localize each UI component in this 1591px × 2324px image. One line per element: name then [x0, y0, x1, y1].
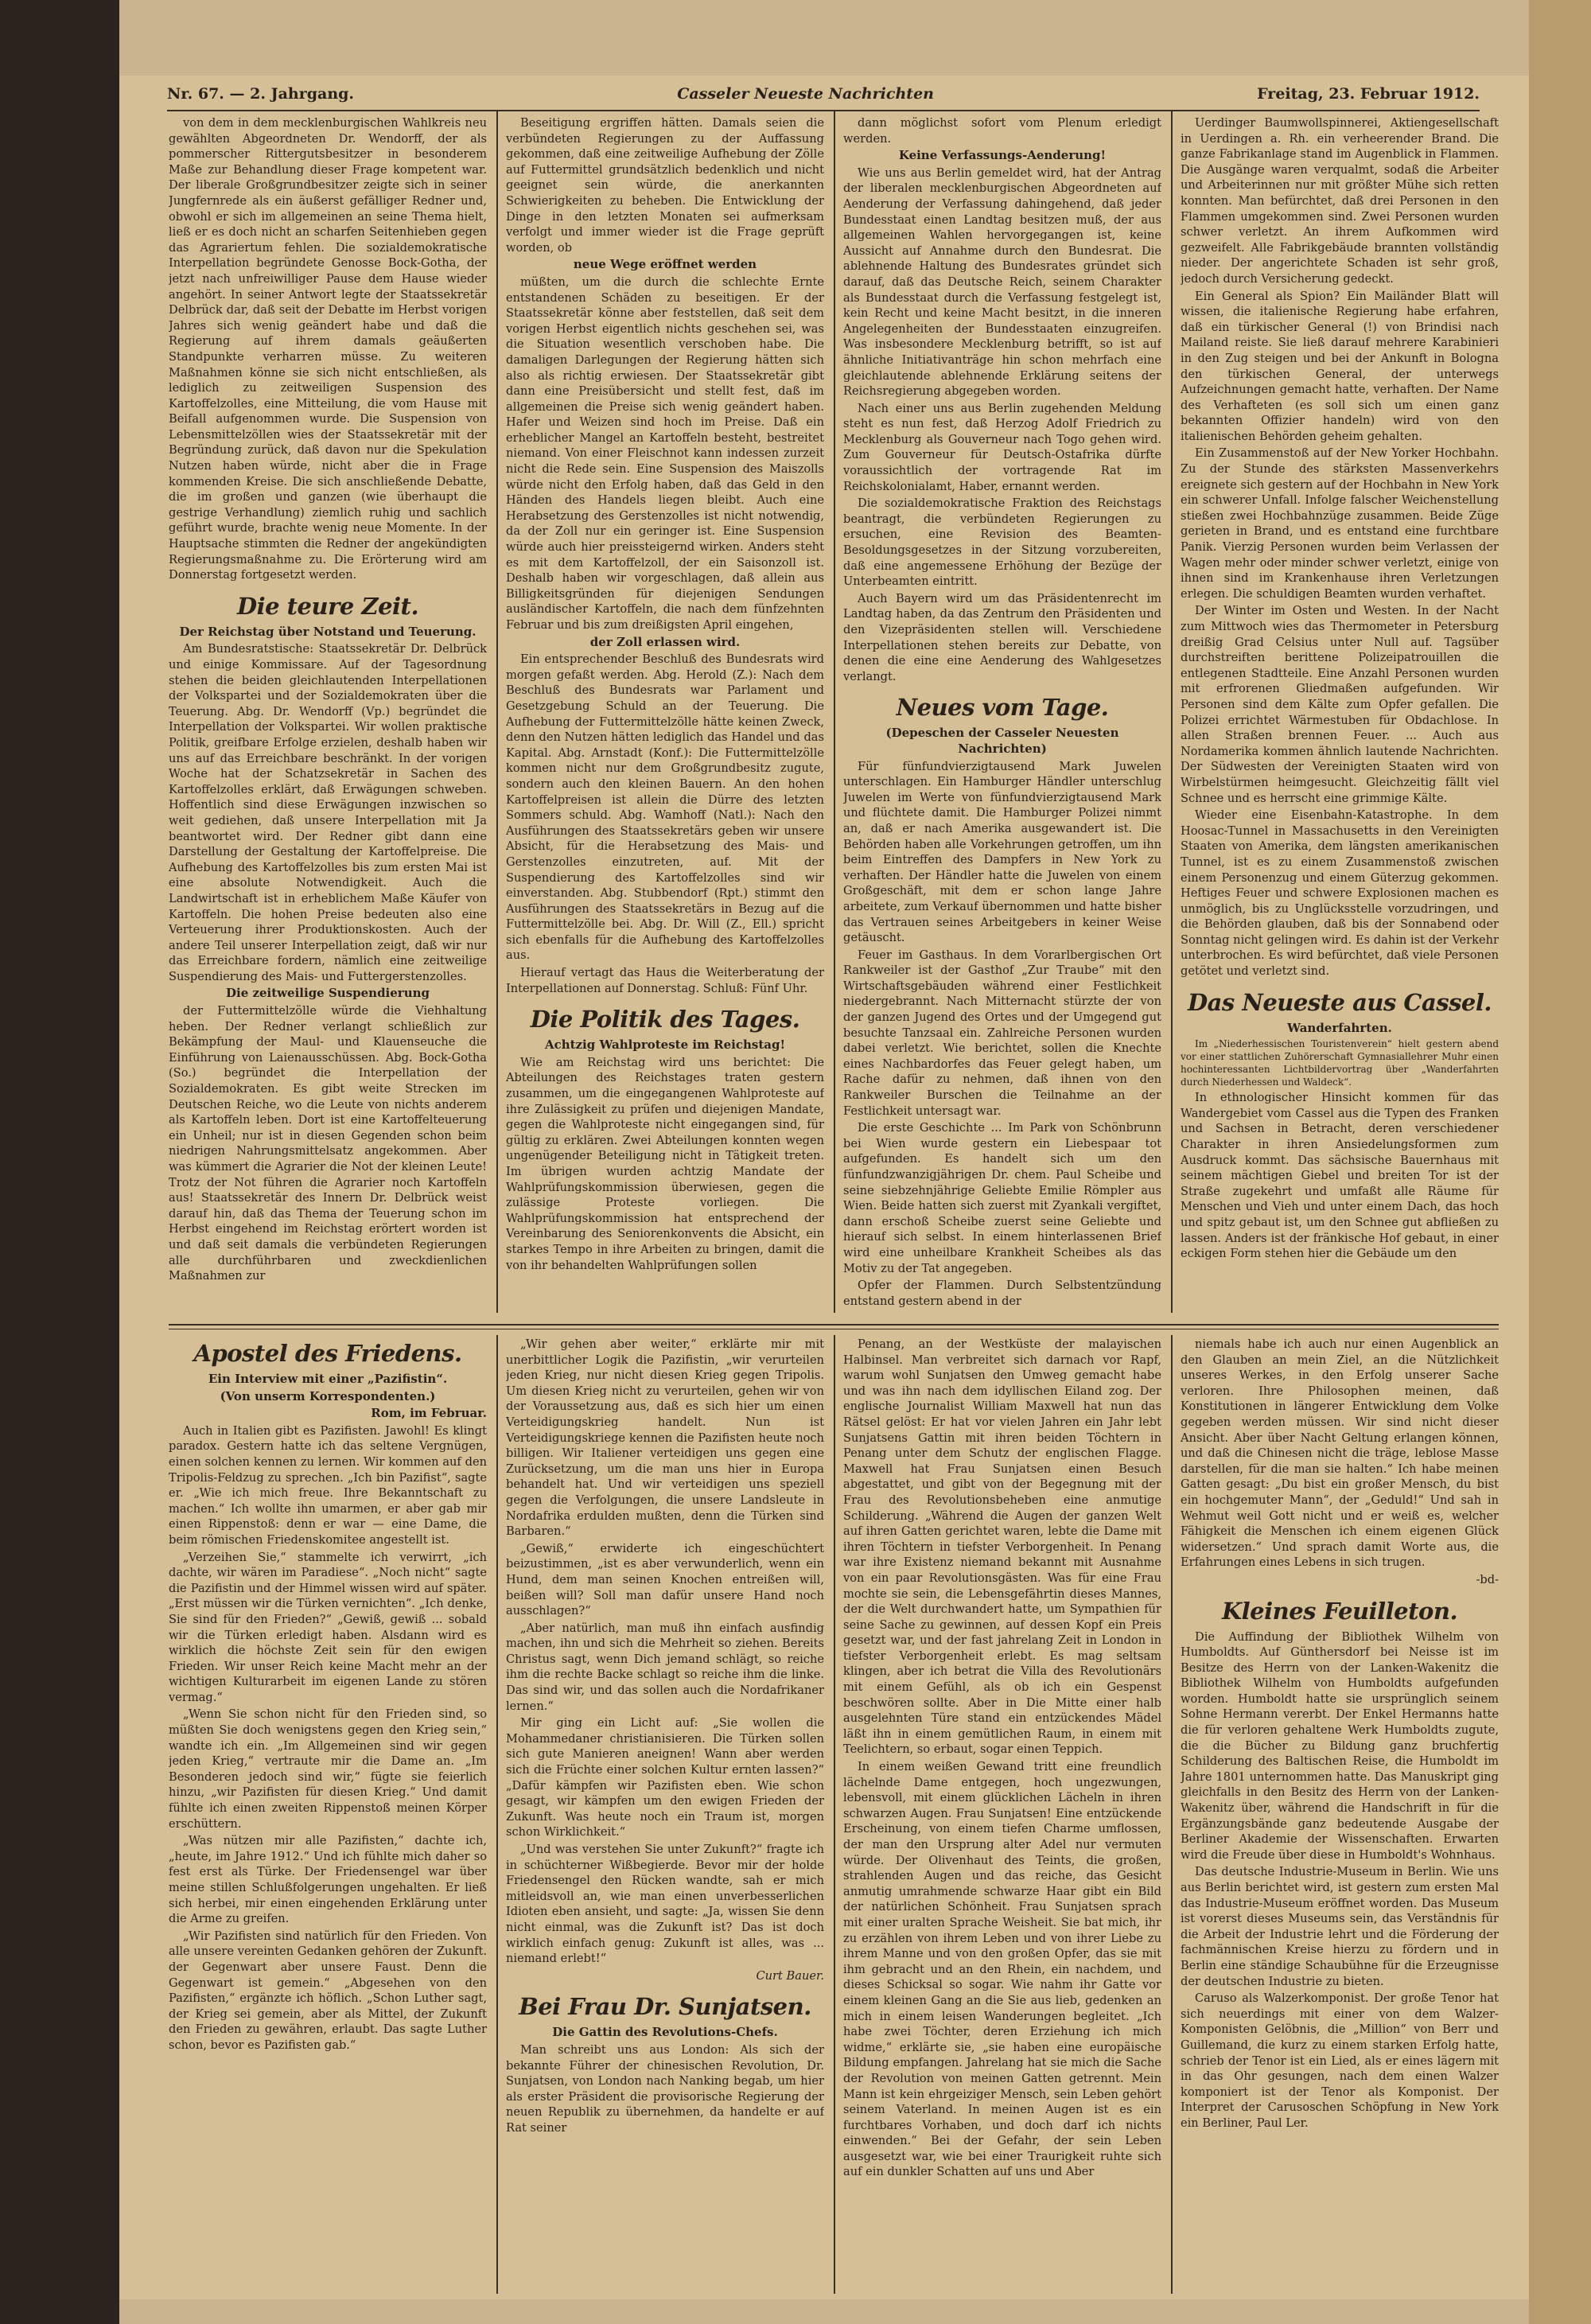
bottom-column-3 [843, 1337, 1161, 2295]
scan-right-edge [1529, 0, 1591, 2324]
column-4 [1181, 115, 1499, 1313]
subheading: neue Wege eröffnet werden [573, 257, 757, 272]
dateline: Rom, im Februar. [371, 1406, 487, 1421]
author-signature: Curt Bauer. [756, 1968, 824, 1983]
subheading: Der Reichstag über Notstand und Teuerung. [179, 624, 477, 639]
article-text: „Aber natürlich, man muß ihn einfach ausfindig machen, ihn und sich die Mehrheit so ziehen. Bereits Christus sagt, wenn Dich jemand schlägt, so reiche ihm die rechte Backe schlagt so reiche ihm die linke. Das sind wir, und das sollen auch die Nordafrikaner lernen.“ [506, 1621, 824, 1713]
article-text: „Verzeihen Sie,“ stammelte ich verwirrt, „ich dachte, wir wären im Paradiese“. „Noch nicht“ sagte die Pazifistin und der Himmel wissen wird auf später. „Erst müssen wir die Türken vernichten“. „Ich denke, Sie sind für den Frieden?“ „Gewiß, gewiß ... sobald wir die Türken erledigt haben. Alsdann wird es wirklich die höchste Zeit sein für den ewigen Frieden. Wir unser Reich keine Macht mehr an der wichtigen Kulturarbeit im eigenen Lande zu stören vermag.“ [169, 1550, 487, 1704]
bottom-column-4 [1181, 1337, 1499, 2295]
article-text: Ein Zusammenstoß auf der New Yorker Hochbahn. Zu der Stunde des stärksten Massenverkehrs ereignete sich gestern auf der Hochbahn in New York ein schwerer Unfall. Infolge falscher Weichenstellung stießen zwei Hochbahnzüge zusammen. Beide Züge gerieten in Brand, und es entstand eine furchtbare Panik. Vierzig Personen wurden beim Verlassen der Wagen mehr oder minder schwer verletzt, einige von ihnen sind im Krankenhause ihren Verletzungen erlegen. Die schuldigen Beamten wurden verhaftet. [1181, 446, 1499, 601]
subheading: Achtzig Wahlproteste im Reichstag! [544, 1037, 786, 1053]
article-text: „Gewiß,“ erwiderte ich eingeschüchtert beizustimmen, „ist es aber verwunderlich, wenn ein Hund, dem man seinen Knochen entreißen will, beißen will? Soll man dafür unsere Hand noch ausschlagen?“ [506, 1541, 824, 1618]
subheading: Keine Verfassungs-Aenderung! [898, 148, 1107, 163]
column-rule [496, 111, 498, 1313]
article-text: Hierauf vertagt das Haus die Weiterberatung der Interpellationen auf Donnerstag. Schluß: Fünf Uhr. [506, 966, 824, 995]
article-text: Opfer der Flammen. Durch Selbstentzündung entstand gestern abend in der [843, 1279, 1161, 1308]
article-text: „Wir Pazifisten sind natürlich für den Frieden. Von alle unsere vereinten Gedanken gehören der Zukunft. der Gegenwart aber unsere Faust. Denn die Gegenwart ist gemein.“ „Abgesehen von den Pazifisten,“ ergänzte ich höflich. „Schon Luther sagt, der Krieg sei gemein, aber als Mittel, der Zukunft den Frieden zu gewähren, erlaubt. Das sagte Luther schon, bevor es Pazifisten gab.“ [169, 1929, 487, 2052]
subheading: Ein Interview mit einer „Pazifistin“. [208, 1372, 448, 1386]
headline-apostel-des-friedens: Apostel des Friedens. [193, 1340, 462, 1367]
article-text: Für fünfundvierzigtausend Mark Juwelen unterschlagen. Ein Hamburger Händler unterschlug Juwelen im Werte von fünfundvierzigtausend Mark und flüchtete damit. Die Hamburger Polizei nimmt an, daß er nach Amerika ausgewandert ist. Die Behörden haben alle Vorkehrungen getroffen, um ihn beim Eintreffen des Dampfers in New York zu verhaften. Der Händler hatte die Juwelen von einem Großgeschäft, mit dem er schon lange Jahre arbeitete, zum Verkauf übernommen und hatte bisher das Vertrauen seines Arbeitgebers in keiner Weise getäuscht. [843, 759, 1161, 945]
article-text: Uerdinger Baumwollspinnerei, Aktiengesellschaft in Uerdingen a. Rh. ein verheerender Brand. Die ganze Fabrikanlage stand im Augenblick in Flammen. Die Ausgänge waren verqualmt, sodaß die Arbeiter und Arbeiterinnen nur mit größter Mühe sich retten konnten. Man befürchtet, daß drei Personen in den Flammen umgekommen sind. Zwei Personen wurden schwer verletzt. An ihrem Aufkommen wird gezweifelt. Alle Fabrikgebäude brannten vollständig nieder. Der angerichtete Schaden ist sehr groß, jedoch durch Versicherung gedeckt. [1181, 116, 1499, 286]
article-text: Mir ging ein Licht auf: „Sie wollen die Mohammedaner christianisieren. Die Türken sollen sich gute Manieren aneignen! Wann aber werden sich die Früchte einer solchen Kultur ernten lassen?“ „Dafür kämpfen wir Pazifisten eben. Wie schon gesagt, wir kämpfen um den ewigen Frieden der Zukunft. Was heute noch ein Traum ist, morgen schon Wirklichkeit.“ [506, 1716, 824, 1839]
column-rule [834, 1335, 835, 2294]
article-text: „Wenn Sie schon nicht für den Frieden sind, so müßten Sie doch wenigstens gegen den Krieg sein,“ wandte ich ein. „Im Allgemeinen sind wir gegen jeden Krieg,“ vertraute mir die Dame an. „Im Besonderen jedoch sind wir,“ fügte sie feierlich hinzu, „wir Pazifisten für diesen Krieg.“ Und damit fühlte ich einen zweiten Rippenstoß meinen Körper erschüttern. [169, 1707, 487, 1831]
article-text: Beseitigung ergriffen hätten. Damals seien die verbündeten Regierungen zu der Auffassung gekommen, daß eine zeitweilige Aufhebung der Zölle auf Futtermittel grundsätzlich bedenklich und nicht geeignet sein würde, die anerkannten Schwierigkeiten zu beheben. Die Entwicklung der Dinge in den letzten Monaten sei aufmerksam verfolgt und immer wieder ist die Frage geprüft worden, ob [506, 116, 824, 255]
column-rule [496, 1335, 498, 2294]
article-text: Caruso als Walzerkomponist. Der große Tenor hat sich neuerdings mit einer von dem Walzer-Komponisten Gelöbnis, die „Million“ von Berr und Guillemand, die kurz zu einem starken Erfolg hatte, schrieb der Tenor ist ein Lied, als er eines lägern mit in das Ohr gesungen, nach dem einen Walzer komponiert ist der Tenor als Komponist. Der Interpret der Carusoschen Schöpfung in New York ein Berliner, Paul Ler. [1181, 1991, 1499, 2130]
article-text: Nach einer uns aus Berlin zugehenden Meldung steht es nun fest, daß Herzog Adolf Friedrich zu Mecklenburg als Gouverneur nach Togo gehen wird. Zum Gouverneur für Deutsch-Ostafrika dürfte voraussichtlich der vortragende Rat im Reichskolonialamt, Haber, ernannt werden. [843, 401, 1161, 493]
article-text: Am Bundesratstische: Staatssekretär Dr. Delbrück und einige Kommissare. Auf der Tagesordnung stehen die beiden gleichlautenden Interpellationen der Volkspartei und der Sozialdemokraten über die Teuerung. Abg. Dr. Wendorff (Vp.) begründet die Interpellation der Volkspartei. Wir wollen praktische Politik, greifbare Erfolge erzielen, deshalb haben wir uns auf das Erreichbare beschränkt. In der vorigen Woche hat der Schatzsekretär in Sachen des Kartoffelzolles erklärt, daß Erwägungen schweben. Hoffentlich sind diese Erwägungen inzwischen so weit gediehen, daß unsere Interpellation mit Ja beantwortet wird. Der Redner gibt dann eine Darstellung der Gestaltung der Kartoffelpreise. Die Aufhebung des Kartoffelzolles bis zum ersten Mai ist eine absolute Notwendigkeit. Auch die Landwirtschaft ist in erheblichem Maße Käufer von Kartoffeln. Die hohen Preise bedeuten also eine Verteuerung ihrer Produktionskosten. Auch der andere Teil unserer Interpellation zeigt, daß wir nur das Erreichbare fordern, nämlich eine zeitweilige Suspendierung des Mais- und Futtergerstenzolles. [169, 642, 487, 983]
subheading: (Von unserm Korrespondenten.) [220, 1388, 436, 1403]
subheading: Die zeitweilige Suspendierung [225, 986, 430, 1001]
headline-politik-des-tages: Die Politik des Tages. [530, 1006, 800, 1034]
issue-date: Freitag, 23. Februar 1912. [1257, 85, 1480, 103]
article-text: „Was nützen mir alle Pazifisten,“ dachte ich, „heute, im Jahre 1912.“ Und ich fühlte mich daher so fest erst als Türke. Der Friedensengel war über meine stillen Schlußfolgerungen ungehalten. Er ließ sich herbei, mir einen eingehenden Erklärung unter die Arme zu greifen. [169, 1834, 487, 1926]
article-text: niemals habe ich auch nur einen Augenblick an den Glauben an mein Ziel, an die Nützlichkeit unseres Werkes, in den Erfolg unserer Sache verloren. Ihre Philosophen meinen, daß Konstitutionen in längerer Entwicklung dem Volke gegeben werden müssen. Wir sind nicht dieser Ansicht. Aber über Nacht Geltung erlangen können, und daß die Chinesen nicht die träge, leblose Masse darstellen, für die man sie halten.“ Ich habe meinen Gatten gesagt: „Du bist ein großer Mensch, du bist ein hochgemuter Mann“, der „Geduld!“ Und sah in Wehmut weil Gott nicht und er weiß es, welcher Fähigkeit die Menschen ich einem eigenen Glück widersetzen.“ Und sprach damit Worte aus, die Erfahrungen eines Lebens in sich trugen. [1181, 1337, 1499, 1570]
article-text: Feuer im Gasthaus. In dem Vorarlbergischen Ort Rankweiler ist der Gasthof „Zur Traube“ mit den Wirtschaftsgebäuden während einer Festlichkeit niedergebrannt. Nach Mitternacht stürzte der von der ganzen Jugend des Ortes und der Umgegend gut besuchte Tanzsaal ein. Zahlreiche Personen wurden dabei verletzt. Wie berichtet, sollen die Knechte eines Nachbardorfes das Feuer gelegt haben, um Rache dafür zu nehmen, daß ihnen von den Rankweiler Burschen die Teilnahme an der Festlichkeit untersagt war. [843, 948, 1161, 1118]
article-text: In einem weißen Gewand tritt eine freundlich lächelnde Dame entgegen, hoch ungezwungen, lebensvoll, mit einem glücklichen Lächeln in ihren schwarzen Augen. Frau Sunjatsen! Eine entzückende Erscheinung, von einem tiefen Charme umflossen, der man den Ursprung alter Adel nur vermuten würde. Der Olivenhaut des Teints, die großen, strahlenden Augen und das reiche, das Gesicht anmutig umrahmende schwarze Haar gibt ein Bild der natürlichen Schönheit. Frau Sunjatsen sprach mit einer uralten Sprache Weisheit. Sie bat mich, ihr zu erzählen von ihrem Leben und von ihrer Liebe zu ihrem Manne und von den großen Opfer, das sie mit ihm gebracht und an den Rhein, ein nachdem, und dieses Schicksal so sogar. Wie nahm ihr Gatte vor einem kleinen Gang an die Sie aus lieb, gedenken an mich in einem leisen Wanderungen begleitet. „Ich habe zwei Töchter, deren Erziehung ich mich widme,“ erklärte sie, „sie haben eine europäische Bildung empfangen. Jahrelang hat sie mich die Sache der Revolution von meinen Gatten getrennt. Mein Mann ist kein ehrgeiziger Mensch, sein Leben gehört seinem Vaterland. In meinen Augen ist es ein furchtbares Vorhaben, und doch darf ich nichts einwenden.“ Bei der Gefahr, der sein Leben ausgesetzt war, wie bei einer Traurigkeit ruhte sich auf ein dunkler Schatten auf uns und Aber [843, 1760, 1161, 2179]
masthead [167, 83, 1480, 111]
section-divider [169, 1324, 1499, 1325]
column-1 [169, 115, 487, 1313]
subheading: Wanderfahrten. [1287, 1020, 1392, 1035]
article-text: Der Winter im Osten und Westen. In der Nacht zum Mittwoch wies das Thermometer in Petersburg dreißig Grad Celsius unter Null auf. Tagsüber durchstreiften berittene Polizeipatrouillen die entlegenen Stadtteile. Eine Anzahl Personen wurden mit erfrorenen Gliedmaßen aufgefunden. Wir Personen sind dem Kälte zum Opfer gefallen. Die Polizei errichtet Wärmestuben für Obdachlose. In allen Straßen brennen Feuer. ... Auch aus Nordamerika kommen ähnlich lautende Nachrichten. Der Südwesten der Vereinigten Staaten wird von Wirbelstürmen heimgesucht. Gleichzeitig fällt viel Schnee und es herrscht eine grimmige Kälte. [1181, 604, 1499, 805]
article-text: Man schreibt uns aus London: Als sich der bekannte Führer der chinesischen Revolution, Dr. Sunjatsen, von London nach Nanking begab, um hier als erster Präsident die provisorische Regierung der neuen Republik zu übernehmen, da handelte er auf Rat seiner [506, 2042, 824, 2135]
article-text: Auch in Italien gibt es Pazifisten. Jawohl! Es klingt paradox. Gestern hatte ich das seltene Vergnügen, einen solchen kennen zu lernen. Wir kommen auf den Tripolis-Feldzug zu sprechen. „Ich bin Pazifist“, sagte er. „Wie ich mich freue. Ihre Bekanntschaft zu machen.“ Ich wollte ihn umarmen, er aber gab mir einen Rippenstoß: denn er war — eine Dame, die beim römischen Friedenskomitee angestellt ist. [169, 1423, 487, 1547]
article-text: Die Auffindung der Bibliothek Wilhelm von Humboldts. Auf Günthersdorf bei Neisse ist im Besitze des Herrn von der Lanken-Wakenitz die Bibliothek Wilhelm von Humboldts aufgefunden worden. Humboldt hatte sie ursprünglich seinem Sohne Hermann vererbt. Der Enkel Hermanns hatte die für verloren gehaltene Werk Humboldts zugute, die die Bücher zu Bildung ganz bruchfertig Schilderung des Baltischen Reise, die Humboldt im Jahre 1801 unternommen hatte. Das Manuskript ging gleichfalls in den Besitz des Herrn von der Lanken-Wakenitz über, während die Handschrift in für die Ergänzungsbände ganz bedeutende Ausgabe der Berliner Akademie der Wissenschaften. Erwarten wird die Freude über diese in Humboldt's Wohnhaus. [1181, 1629, 1499, 1862]
headline-frau-sunjatsen: Bei Frau Dr. Sunjatsen. [519, 1993, 811, 2021]
headline-teure-zeit: Die teure Zeit. [236, 592, 419, 620]
article-text: von dem in dem mecklenburgischen Wahlkreis neu gewählten Abgeordneten Dr. Wendorff, der als pommerscher Rittergutsbesitzer in besonderem Maße zur Behandlung dieser Frage kompetent war. Der liberale Großgrundbesitzer zeigte sich in seiner Jungfernrede als ein äußerst gefälliger Redner und, obwohl er sich im allgemeinen an seine Thema hielt, ließ er es doch nicht an scharfen Seitenhieben gegen das Agrariertum fehlen. Die sozialdemokratische Interpellation begründete Genosse Bock-Gotha, der jetzt nach unfreiwilliger Pause dem Hause wieder angehört. In seiner Antwort legte der Staatssekretär Delbrück dar, daß seit der Debatte im Herbst vorigen Jahres sich wenig geändert habe und daß die Regierung auf ihrem damals geäußerten Standpunkte verharren müsse. Zu weiteren Maßnahmen könne sie sich nicht entschließen, als lediglich zu zeitweiligen Suspension des Kartoffelzolles, eine Mitteilung, die vom Hause mit Beifall aufgenommen wurde. Die Suspension von Lebensmittelzöllen wies der Staatssekretär mit der Begründung zurück, daß davon nur die Spekulation Nutzen haben würde, nicht aber die in Frage kommenden Kreise. Die sich anschließende Debatte, die im großen und ganzen (wie überhaupt die gestrige Verhandlung) ziemlich ruhig und sachlich geführt wurde, brachte wenig neue Momente. In der Hauptsache stimmten die Redner der angekündigten Regierungsmaßnahme zu. Die Erörterung wird am Donnerstag fortgesetzt werden. [169, 116, 487, 582]
article-text: müßten, um die durch die schlechte Ernte entstandenen Schäden zu beseitigen. Er der Staatssekretär könne aber feststellen, daß seit dem vorigen Herbst eigentlich nichts geschehen sei, was die Situation wesentlich verschoben habe. Die damaligen Darlegungen der Regierung hätten sich also als richtig erwiesen. Der Staatssekretär gibt dann eine Preisübersicht und stellt fest, daß im allgemeinen die Preise sich wenig geändert haben. Hafer und Weizen sind hoch im Preise. Daß ein erheblicher Mangel an Kartoffeln besteht, bestreitet niemand. Von einer Fleischnot kann indessen zurzeit nicht die Rede sein. Eine Suspension des Maiszolls würde nicht den Erfolg haben, daß das Geld in den Händen des Handels liegen bleibt. Auch eine Herabsetzung des Gerstenzolles ist nicht notwendig, da der Zoll nur ein geringer ist. Eine Suspension würde auch hier preissteigernd wirken. Anders steht es mit dem Kartoffelzoll, der ein Saisonzoll ist. Deshalb haben wir vorgeschlagen, daß allein aus Billigkeitsgründen für diejenigen Sendungen ausländischer Kartoffeln, die nach dem fünfzehnten Februar und bis zum dreißigsten April eingehen, [506, 274, 824, 632]
article-text: In ethnologischer Hinsicht kommen für das Wandergebiet vom Cassel aus die Typen des Franken und Sachsen in Betracht, deren verschiedener Charakter in ihren Ansiedelungsformen zum Ausdruck kommt. Das sächsische Bauernhaus mit seinem mächtigen Giebel und breiten Tor ist der Straße zugekehrt und umfaßt alle Räume für Menschen und Vieh und unter einem Dach, das hoch und spitz gebaut ist, um den Schnee gut abfließen zu lassen. Anders ist der fränkische Hof gebaut, in einer eckigen Form stehen hier die Gebäude um den [1181, 1091, 1499, 1261]
article-text: Ein entsprechender Beschluß des Bundesrats wird morgen gefaßt werden. Abg. Herold (Z.): Nach dem Beschluß des Bundesrats war Parlament und Gesetzgebung Schuld an der Teuerung. Die Aufhebung der Futtermittelzölle hätte keinen Zweck, denn den Nutzen hätten lediglich das Handel und das Kapital. Abg. Arnstadt (Konf.): Die Futtermittelzölle kommen nicht nur dem Großgrundbesitz zugute, sondern auch den kleinen Bauern. An den hohen Kartoffelpreisen ist allein die Dürre des letzten Sommers schuld. Abg. Wamhoff (Natl.): Nach den Ausführungen des Staatssekretärs geben wir unsere Absicht, für die Herabsetzung des Mais- und Gerstenzolles einzutreten, auf. Mit der Suspendierung des Kartoffelzolles sind wir einverstanden. Abg. Stubbendorf (Rpt.) stimmt den Ausführungen des Staatssekretärs in Bezug auf die Futtermittelzölle bei. Abg. Dr. Will (Z., Ell.) spricht sich ebenfalls für die Aufhebung des Kartoffelzolles aus. [506, 652, 824, 963]
article-text: Wie uns aus Berlin gemeldet wird, hat der Antrag der liberalen mecklenburgischen Abgeordneten auf Aenderung der Verfassung dahingehend, daß jeder Bundesstaat einen Landtag besitzen muß, der aus allgemeinen Wahlen hervorgegangen ist, keine Aussicht auf Annahme durch den Bundesrat. Die ablehnende Haltung des Bundesrates gründet sich darauf, daß das Deutsche Reich, seinem Charakter als Bundesstaat durch die Verfassung festgelegt ist, kein Recht und keine Macht besitzt, in die inneren Angelegenheiten der Bundesstaaten einzugreifen. Was insbesondere Mecklenburg betrifft, so ist auf ähnliche Initiativanträge hin schon mehrfach eine gleichlautende ablehnende Erklärung seitens der Reichsregierung abgegeben worden. [843, 165, 1161, 399]
article-text: Penang, an der Westküste der malayischen Halbinsel. Man verbreitet sich darnach vor Rapf, warum wohl Sunjatsen den Umweg gemacht habe und was ihn nach dem idyllischen Eiland zog. Der englische Journalist William Maxwell hat nun das Rätsel gelöst: Er hat vor vielen Jahren ein Jahr lebt Sunjatsens Gattin mit ihren beiden Töchtern in Penang unter dem Schutz der englischen Flagge. Maxwell hat Frau Sunjatsen einen Besuch abgestattet, und gibt von der Begegnung mit der Frau des Revolutionsbeheben eine anmutige Schilderung. „Während die Augen der ganzen Welt auf ihren Gatten gerichtet waren, lebte die Dame mit ihren Töchtern in tiefster Verborgenheit. In Penang war ihre Existenz niemand bekannt mit Ausnahme von ein paar Revolutionsgästen. Was für eine Frau mochte sie sein, die Lebensgefährtin dieses Mannes, der die Welt durchwandert hatte, um Sympathien für seine Sache zu gewinnen, auf dessen Kopf ein Preis gesetzt war, und der fast jahrelang Zeit in London in tiefster Verborgenheit erlebt. Es mag seltsam klingen, aber ich betrat die Villa des Revolutionärs mit einem Gefühl, als ob ich ein Gespenst beschwören sollte. Aber in Die Mitte einer halb ausgelehnten Türe stand ein entzückendes Mädel läßt ihn in einem gemütlichen Raum, in einem mit Teelichtern, so erbaut, sogar einen Teppich. [843, 1337, 1161, 1757]
headline-neueste-aus-cassel: Das Neueste aus Cassel. [1187, 988, 1492, 1016]
article-text: Wieder eine Eisenbahn-Katastrophe. In dem Hoosac-Tunnel in Massachusetts in den Vereinigten Staaten von Amerika, dem längsten amerikanischen Tunnel, ist es zu einem Zusammenstoß zwischen einem Personenzug und einem Güterzug gekommen. Heftiges Feuer und schwere Explosionen machen es unmöglich, bis zu Unglücksstelle vorzudringen, und die Behörden glauben, daß bis der Sonnabend oder Sonntag nicht gelingen wird. Es dahin ist der Verkehr unterbrochen. Es wird befürchtet, daß viele Personen getötet und verletzt sind. [1181, 808, 1499, 979]
article-text: der Futtermittelzölle würde die Viehhaltung heben. Der Redner verlangt schließlich zur Bekämpfung der Maul- und Klauenseuche die Einführung von Laienausschüssen. Abg. Bock-Gotha (So.) begründet die Interpellation der Sozialdemokraten. Es gibt weite Strecken im Deutschen Reiche, wo die Leute von nichts anderem als Kartoffeln leben. Dort ist eine Kartoffelteuerung ein Unheil; nur ist in diesen Gegenden schon beim niedrigen Nahrungsmittelsatz angekommen. Aber was kümmert die Agrarier die Not der kleinen Leute! Trotz der Not führen die Agrarier noch Kartoffeln aus! Staatssekretär des Innern Dr. Delbrück weist darauf hin, daß das Thema der Teuerung schon im Herbst eingehend im Reichstag erörtert worden ist und daß seit damals die verbündeten Regierungen alle durchführbaren und zweckdienlichen Maßnahmen zur [169, 1004, 487, 1283]
article-text: Ein General als Spion? Ein Mailänder Blatt will wissen, die italienische Regierung habe erfahren, daß ein türkischer General (!) von Brindisi nach Mailand reiste. Sie ließ darauf mehrere Karabinieri in den Zug steigen und bei der Ankunft in Bologna den türkischen General, der unterwegs Aufzeichnungen gemacht hatte, verhaften. Der Name des Verhafteten (es soll sich um einen ganz bekannten Offizier handeln) wird von den italienischen Behörden geheim gehalten. [1181, 289, 1499, 443]
article-text: „Und was verstehen Sie unter Zukunft?“ fragte ich in schüchterner Wißbegierde. Bevor mir der holde Friedensengel den Rücken wandte, sah er mich mitleidsvoll an, wie man einen unverbesserlichen Idioten eben ansieht, und sagte: „Ja, wissen Sie denn nicht einmal, was die Zukunft ist? Das ist doch wirklich einfach genug: Zukunft ist alles, was ... niemand erlebt!“ [506, 1843, 824, 1966]
article-text: dann möglichst sofort vom Plenum erledigt werden. [843, 116, 1161, 146]
scan-left-edge [0, 0, 119, 2324]
headline-neues-vom-tage: Neues vom Tage. [896, 694, 1109, 722]
article-text: „Wir gehen aber weiter,“ erklärte mir mit unerbittlicher Logik die Pazifistin, „wir verurteilen jeden Krieg, nur nicht diesen Krieg gegen Tripolis. Um diesen Krieg nicht zu verurteilen, gehen wir von der Voraussetzung aus, daß es sich hier um einen Verteidigungskrieg handelt. Nun ist Verteidigungskriege kennen die Pazifisten heute noch billigen. Wir Italiener verteidigen uns gegen eine Zurücksetzung, um die man uns hier in Europa behandelt hat. Und wir verteidigen uns speziell gegen die Verfolgungen, die unsere Landsleute in Nordafrika erdulden mußten, denn die Türken sind Barbaren.“ [506, 1337, 824, 1539]
bottom-column-1 [169, 1337, 487, 2295]
issue-number: Nr. 67. — 2. Jahrgang. [167, 85, 355, 103]
column-2 [506, 115, 824, 1313]
bottom-column-2 [506, 1337, 824, 2295]
column-3 [843, 115, 1161, 1313]
subheading: (Depeschen der Casseler Neuesten Nachrichten) [885, 726, 1119, 756]
headline-kleines-feuilleton: Kleines Feuilleton. [1221, 1597, 1458, 1625]
article-text: Auch Bayern wird um das Präsidentenrecht im Landtag haben, da das Zentrum den Präsidenten und den Vizepräsidenten stellen will. Verschiedene Interpellationen stehen bereits zur Debatte, von denen die eine eine Aenderung des Wahlgesetzes verlangt. [843, 591, 1161, 683]
article-text: Das deutsche Industrie-Museum in Berlin. Wie uns aus Berlin berichtet wird, ist gestern zum ersten Mal das Industrie-Museum eröffnet worden. Das Museum ist vorerst dieses Museums sein, das Verständnis für die Arbeit der Industrie lehrt und die Förderung der fachmännischen Kreise hierzu zu fördern und in Berlin eine ständige Schaubühne für die Erzeugnisse der deutschen Industrie zu bieten. [1181, 1865, 1499, 1988]
article-text: Die sozialdemokratische Fraktion des Reichstags beantragt, die verbündeten Regierungen zu ersuchen, eine Revision des Beamten-Besoldungsgesetzes in der Sitzung vorzubereiten, daß eine angemessene Erhöhung der Bezüge der Unterbeamten eintritt. [843, 496, 1161, 589]
article-text: Im „Niederhessischen Touristenverein“ hielt gestern abend vor einer stattlichen Zuhörerschaft Gymnasiallehrer Muhr einen hochinteressanten Lichtbildervortrag über „Wanderfahrten durch Niederhessen und Waldeck“. [1181, 1038, 1499, 1088]
subheading: Die Gattin des Revolutions-Chefs. [552, 2025, 778, 2040]
column-rule [1171, 1335, 1173, 2294]
author-signature: -bd- [1476, 1572, 1499, 1586]
column-rule [1171, 111, 1173, 1313]
article-text: Die erste Geschichte ... Im Park von Schönbrunn bei Wien wurde gestern ein Liebespaar tot aufgefunden. Es handelt sich um den fünfundzwanzigjährigen Dr. chem. Paul Scheibe und seine siebzehnjährige Geliebte Emilie Römpler aus Wien. Beide hatten sich zuerst mit Zyankali vergiftet, dann erschoß Scheibe zuerst seine Geliebte und hierauf sich selbst. In einem hinterlassenen Brief wird eine unheilbare Krankheit Scheibes als das Motiv zu der Tat angegeben. [843, 1121, 1161, 1275]
article-text: Wie am Reichstag wird uns berichtet: Die Abteilungen des Reichstages traten gestern zusammen, um die eingegangenen Wahlproteste auf ihre Zulässigkeit zu prüfen und diejenigen Mandate, gegen die Wahlproteste nicht eingegangen sind, für gültig zu erklären. Zwei Abteilungen konnten wegen ungenügender Beteiligung nicht in Tätigkeit treten. Im übrigen wurden achtzig Mandate der Wahlprüfungskommission überwiesen, gegen die zulässige Proteste vorliegen. Die Wahlprüfungskommission hat entsprechend der Vereinbarung des Seniorenkonvents die Absicht, ein starkes Tempo in ihre Arbeiten zu bringen, damit die von ihr behandelten Wahlprüfungen sollen [506, 1055, 824, 1272]
subheading: der Zoll erlassen wird. [589, 634, 741, 649]
newspaper-title: Casseler Neueste Nachrichten [677, 85, 934, 103]
column-rule [834, 111, 835, 1313]
